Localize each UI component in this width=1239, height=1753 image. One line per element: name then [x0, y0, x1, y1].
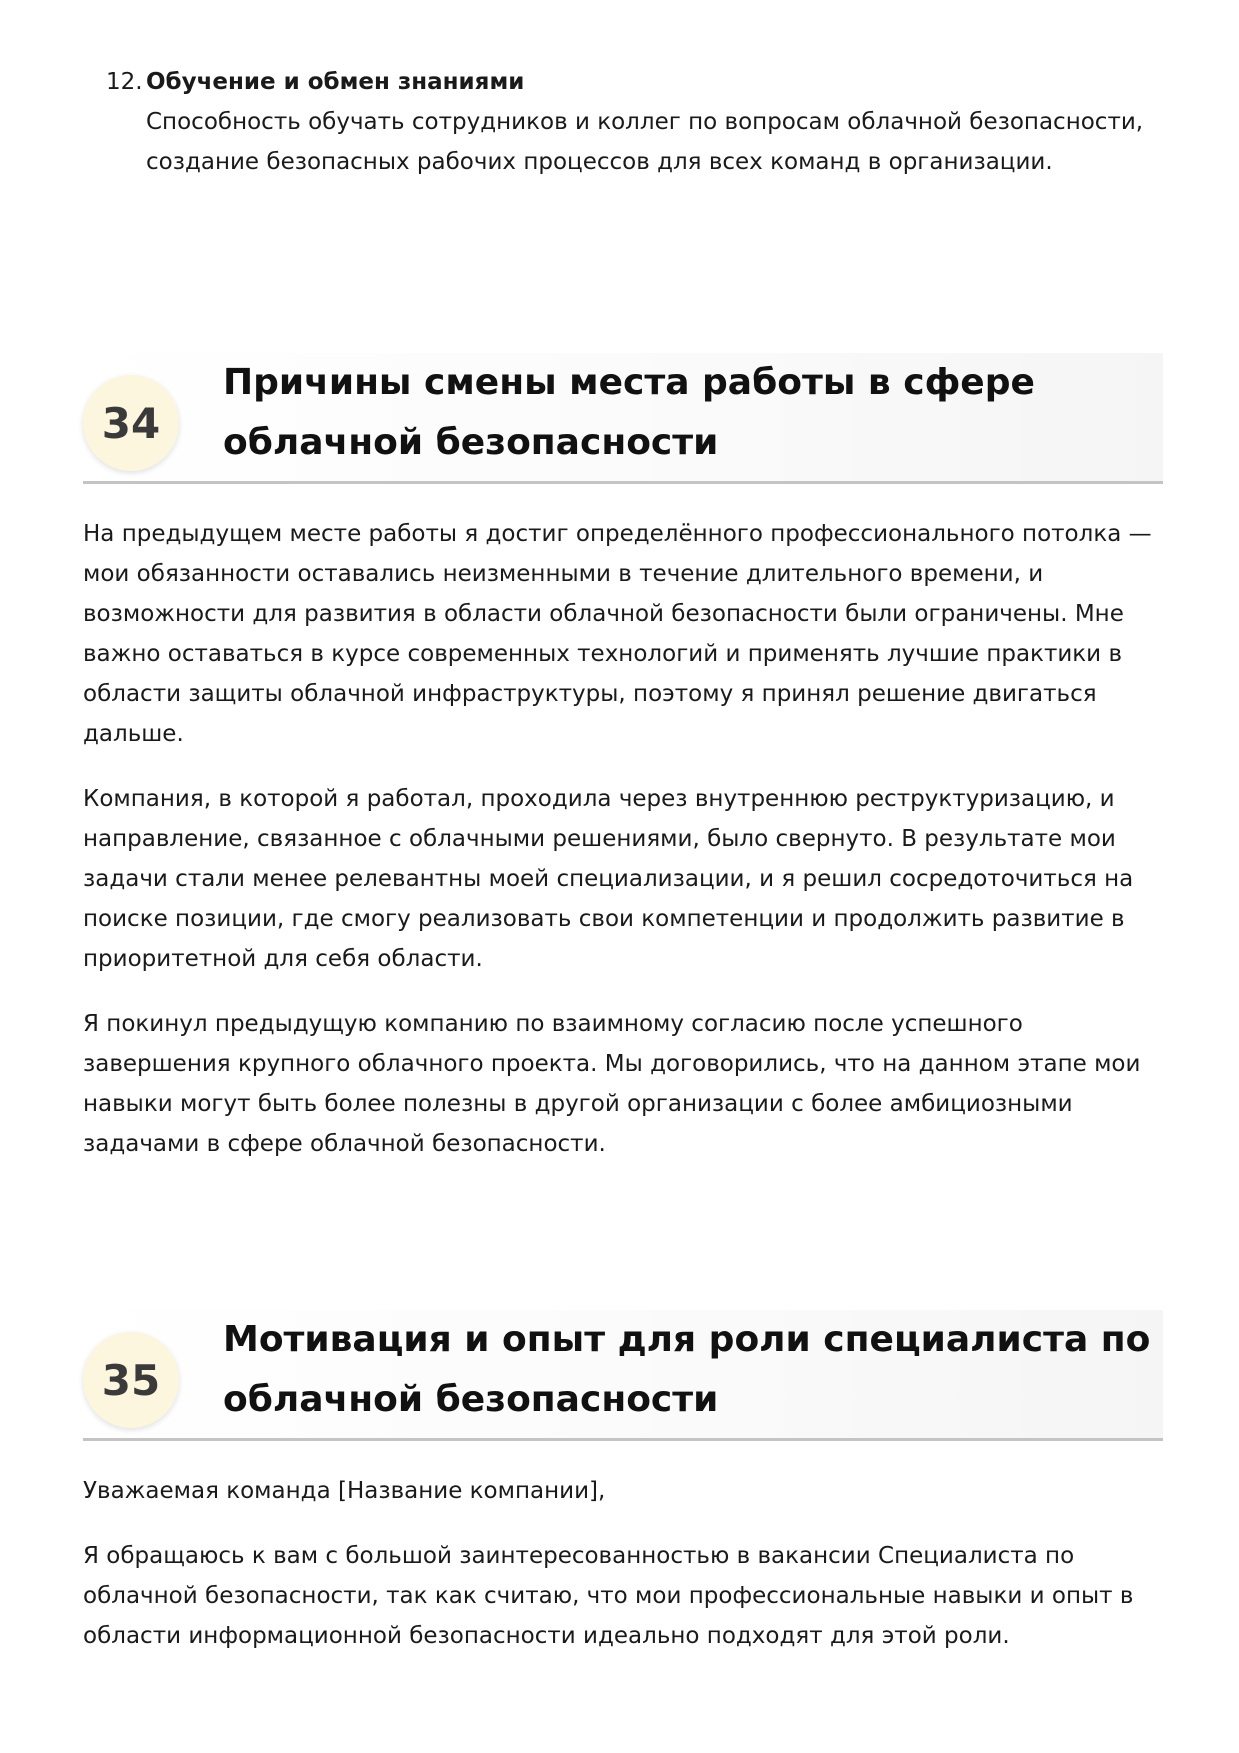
greeting-paragraph: Уважаемая команда [Название компании], — [83, 1478, 606, 1504]
list-item-text: Способность обучать сотрудников и коллег по вопросам облачной безопасности, создание безопасных рабочих процессов для всех команд в организации. — [146, 109, 1144, 175]
section-title: Мотивация и опыт для роли специалиста по облачной безопасности — [223, 1319, 1151, 1420]
section-35 — [83, 1310, 1163, 1681]
section-title: Причины смены места работы в сфере облачной безопасности — [223, 362, 1035, 463]
section-header — [83, 1310, 1163, 1441]
list-item-title: Обучение и обмен знаниями — [146, 69, 525, 95]
section-number-badge: 35 — [83, 1332, 179, 1428]
section-34 — [83, 353, 1163, 1189]
list-item-number: 12. — [106, 69, 143, 95]
paragraph: Я обращаюсь к вам с большой заинтересованностью в вакансии Специалиста по облачной безопасности, так как считаю, что мои профессиональные навыки и опыт в области информационной безопасности идеально подходят для этой роли. — [83, 1543, 1134, 1649]
section-body — [83, 514, 1163, 1164]
paragraph: На предыдущем месте работы я достиг определённого профессионального потолка — мои обязанности оставались неизменными в течение длительного времени, и возможности для развития в области облачной безопасности были ограничены. Мне важно оставаться в курсе современных технологий и применять лучшие практики в области защиты облачной инфраструктуры, поэтому я принял решение двигаться дальше. — [83, 521, 1152, 747]
paragraph: Я покинул предыдущую компанию по взаимному согласию после успешного завершения крупного облачного проекта. Мы договорились, что на данном этапе мои навыки могут быть более полезны в другой организации с более амбициозными задачами в сфере облачной безопасности. — [83, 1011, 1141, 1157]
paragraph: Компания, в которой я работал, проходила через внутреннюю реструктуризацию, и направление, связанное с облачными решениями, было свернуто. В результате мои задачи стали менее релевантны моей специализации, и я решил сосредоточиться на поиске позиции, где смогу реализовать свои компетенции и продолжить развитие в приоритетной для себя области. — [83, 786, 1134, 972]
section-header — [83, 353, 1163, 484]
section-body — [83, 1471, 1163, 1656]
list-item-content — [146, 62, 1166, 182]
section-number-badge: 34 — [83, 375, 179, 471]
